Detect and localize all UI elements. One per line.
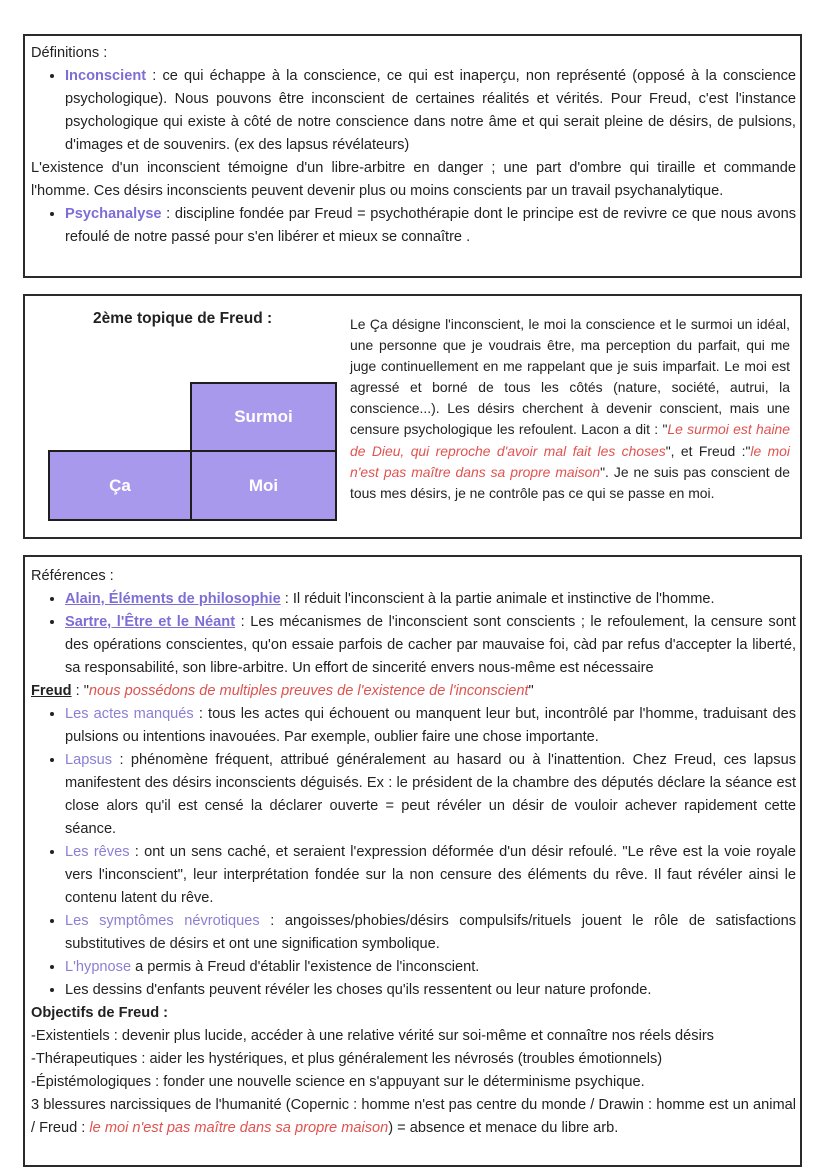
ref-text: Les dessins d'enfants peuvent révéler les choses qu'ils ressentent ou leur nature profonde. [65, 982, 652, 998]
definitions-list [31, 65, 796, 157]
topique-text-part: ". Je ne suis pas conscient de tous mes désirs, je ne contrôle pas ce qui se passe en moi. [350, 463, 790, 501]
references-heading: Références : [31, 568, 114, 584]
list-item [65, 956, 796, 979]
term-inconscient: Inconscient [65, 68, 147, 84]
list-item [65, 910, 796, 956]
term-psychanalyse: Psychanalyse [65, 206, 162, 222]
definitions-heading: Définitions : [31, 45, 108, 61]
list-item [65, 65, 796, 157]
ref-text: : angoisses/phobies/désirs compulsifs/rituels jouent le rôle de satisfactions substitutives de désirs et ont une signification symbolique. [65, 913, 796, 952]
definition-text: : ce qui échappe à la conscience, ce qui est inaperçu, non représenté (opposé à la conscience psychologique). Nous pouvons être inconscient de certaines réalités et vérités. Pour Freud, c'est l'instance psychologique qui existe à côté de notre conscience dans notre âme et qui serait pleine de désirs, de pulsions, d'images et de souvenirs. (ex des lapsus révélateurs) [65, 68, 796, 153]
ref-text: : phénomène fréquent, attribué généralement au hasard ou à l'inattention. Chez Freud, ces lapsus manifestent des désirs inconscients déguisés. Ex : le président de la chambre des députés déclare la séance est close alors qu'il est censé la déclarer ouverte = peut révéler un désir de vouloir achever rapidement cette séance. [65, 752, 796, 837]
list-item [65, 588, 796, 611]
ref-text: : ont un sens caché, et seraient l'expression déformée d'un désir refoulé. "Le rêve est la voie royale vers l'inconscient", leur interprétation fondée sur la non censure des éléments du rêve. Il faut révéler ainsi le contenu latent du rêve. [65, 844, 796, 906]
term-actes-manques: Les actes manqués [65, 706, 194, 722]
ref-text: " [528, 683, 534, 699]
freud-quote: nous possédons de multiples preuves de l'existence de l'inconscient [88, 683, 529, 699]
topique-title: 2ème topique de Freud : [93, 310, 273, 327]
list-item [65, 979, 796, 1002]
topique-box [23, 294, 802, 539]
list-item [65, 703, 796, 749]
surmoi-label: Surmoi [234, 407, 293, 426]
list-item [65, 841, 796, 910]
ref-text: : " [71, 683, 89, 699]
list-item [65, 203, 796, 249]
term-lapsus: Lapsus [65, 752, 113, 768]
moi-label: Moi [248, 475, 279, 495]
ref-text: ) = absence et menace du libre arb. [388, 1120, 619, 1136]
term-hypnose: L'hypnose [65, 959, 132, 975]
list-item [65, 749, 796, 841]
ca-label: Ça [109, 475, 131, 495]
blessures-paragraph [31, 1094, 796, 1140]
ref-text: : Les mécanismes de l'inconscient sont conscients ; le refoulement, la censure sont des opérations conscientes, qu'on essaie parfois de cacher par mauvaise foi, càd par refus d'accepter la liberté, sa responsabilité, son libre-arbitre. Un effort de sincerité envers nous-même est nécessaire [65, 614, 796, 676]
term-reves: Les rêves [65, 844, 130, 860]
lacan-quote: Le surmoi est haine de Dieu, qui reproche d'avoir mal fait les choses [350, 421, 790, 459]
definitions-paragraph: L'existence d'un inconscient témoigne d'un libre-arbitre en danger ; une part d'ombre qui tiraille et commande l'homme. Ces désirs inconscients peuvent devenir plus ou moins conscients par un travail psychanalytique. [31, 160, 796, 199]
definitions-list-2 [31, 203, 796, 249]
definition-text: : discipline fondée par Freud = psychothérapie dont le principe est de revivre ce que nous avons refoulé de notre passé pour s'en libérer et mieux se connaître . [65, 206, 796, 245]
references-list [31, 588, 796, 680]
objectif-item: -Thérapeutiques : aider les hystériques, et plus généralement les névrosés (troubles émotionnels) [31, 1051, 663, 1067]
ref-text: 3 blessures narcissiques de l'humanité (Copernic : homme n'est pas centre du monde / Drawin : homme est un animal / Freud : [31, 1097, 796, 1136]
term-symptomes: Les symptômes névrotiques [65, 913, 260, 929]
surmoi-block [190, 382, 337, 452]
ref-text: a permis à Freud d'établir l'existence de l'inconscient. [131, 959, 480, 975]
freud-quote: le moi n'est pas maître dans sa propre maison [350, 442, 790, 480]
freud-line [31, 680, 796, 703]
ref-sartre: Sartre, l'Être et le Néant [65, 614, 236, 630]
moi-block [190, 450, 337, 521]
topique-text-part: ", et Freud :" [665, 442, 751, 459]
definitions-box [23, 34, 802, 278]
freud-quote: le moi n'est pas maître dans sa propre maison [89, 1120, 389, 1136]
objectifs-heading: Objectifs de Freud : [31, 1005, 169, 1021]
ca-block [48, 450, 192, 521]
freud-proofs-list [31, 703, 796, 1002]
references-box [23, 555, 802, 1167]
objectif-item: -Existentiels : devenir plus lucide, accéder à une relative vérité sur soi-même et connaître nos réels désirs [31, 1028, 714, 1044]
list-item [65, 611, 796, 680]
ref-text: : Il réduit l'inconscient à la partie animale et instinctive de l'homme. [280, 591, 715, 607]
objectif-item: -Épistémologiques : fonder une nouvelle science en s'appuyant sur le déterminisme psychique. [31, 1074, 645, 1090]
ref-text: : tous les actes qui échouent ou manquent leur but, incontrôlé par l'homme, traduisant des pulsions ou intentions inavouées. Par exemple, oublier faire une chose importante. [65, 706, 796, 745]
topique-description [350, 314, 790, 504]
topique-text-part: Le Ça désigne l'inconscient, le moi la conscience et le surmoi un idéal, une personne que je voudrais être, ma perception du parfait, qui me juge continuellement en me rappelant que je suis imparfait. Le moi est agressé et borné de tous les côtés (nature, société, autrui, la conscience...). Les désirs cherchent à devenir conscient, mais une censure psychologique les refoulent. Lacon a dit : " [350, 316, 790, 438]
ref-freud: Freud [31, 683, 72, 699]
ref-alain: Alain, Éléments de philosophie [65, 591, 281, 607]
